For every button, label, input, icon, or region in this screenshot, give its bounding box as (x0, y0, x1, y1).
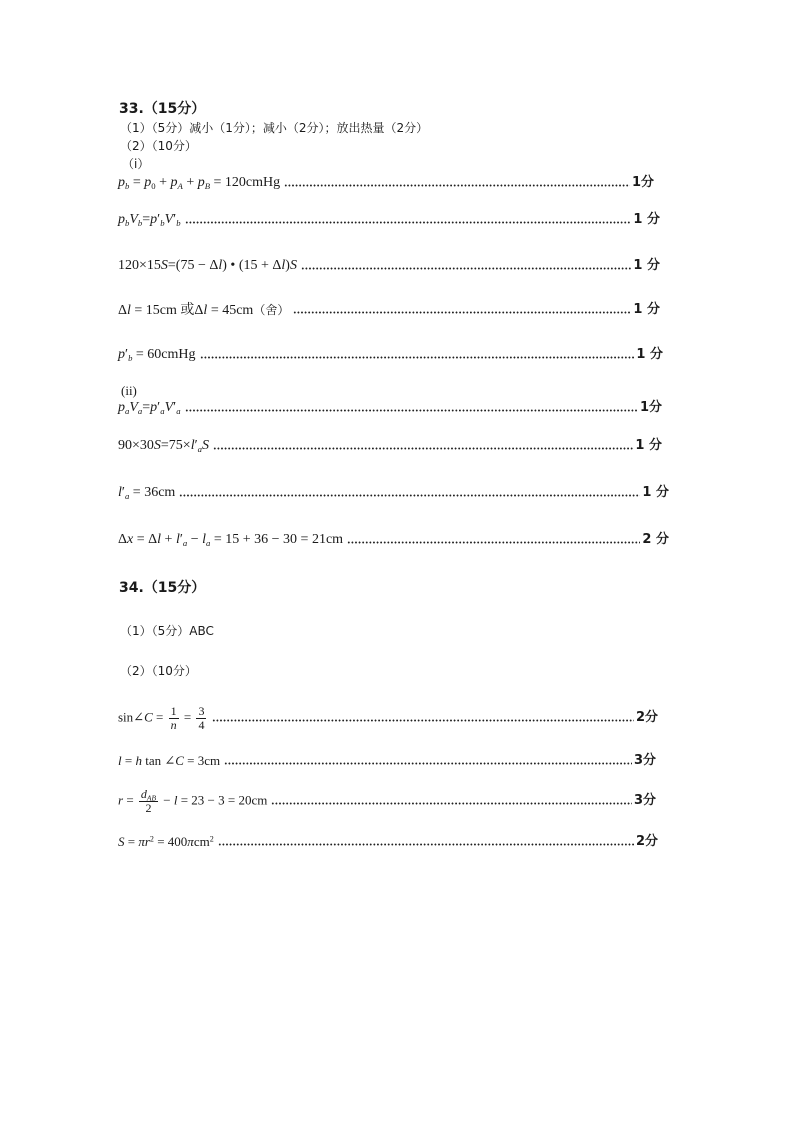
q33-step-6-formula: $p_aV_a=p'_aV'_a$ (118, 400, 181, 417)
q33-step-1-score: 1分 (631, 175, 654, 190)
q33-step-7-formula: $90\times 30S=75\times l'_aS$ (118, 438, 209, 455)
leader-dots (185, 409, 638, 412)
q33-step-3-score: 1 分 (633, 258, 660, 273)
q33-step-5-formula: $p'_b$ = 60cmHg (118, 347, 196, 364)
q33-step-4-or: 或 (180, 302, 195, 318)
q33-step-4-reject: （舍） (253, 302, 290, 317)
q33-step-5 (118, 344, 663, 366)
q33-step-3 (118, 255, 660, 277)
leader-dots (293, 311, 631, 314)
q34-heading: 34.（15分） (119, 580, 206, 596)
q33-step-4 (118, 299, 660, 321)
leader-dots (347, 541, 640, 544)
q34-step-4 (118, 831, 658, 853)
q33-step-9 (118, 529, 669, 551)
q34-step-4-score: 2分 (635, 834, 658, 849)
q33-step-4-formula: Δl = 15cm 或Δl = 45cm（舍） (118, 302, 290, 318)
q34-part1: （1）（5分）ABC (120, 624, 214, 638)
leader-dots (212, 719, 634, 722)
q34-step-4-formula: $S = \pi r^2 = 400\pi cm^2$ (118, 834, 214, 849)
q33-step-8-score: 1 分 (642, 485, 669, 500)
q33-step-8 (118, 482, 669, 504)
q34-step-3-formula: r = $\frac{d_{AB}}{2}$ − l = 23 − 3 = 20cm (118, 786, 268, 815)
q33-sub-ii: (ii) (121, 383, 137, 398)
q33-step-5-score: 1 分 (636, 347, 663, 362)
leader-dots (185, 221, 632, 224)
q34-step-2-score: 3分 (633, 753, 656, 768)
q34-step-3-score: 3分 (633, 793, 656, 808)
q33-step-6 (118, 397, 662, 419)
leader-dots (179, 494, 640, 497)
q34-step-1-score: 2分 (635, 710, 658, 725)
q34-step-3 (118, 784, 656, 818)
q33-step-9-score: 2 分 (642, 532, 669, 547)
q33-step-8-formula: $l'_a = 36cm$ (118, 485, 176, 502)
q33-part1: （1）（5分）减小（1分）；减小（2分）；放出热量（2分） (120, 121, 429, 135)
q33-sub-i: （i） (122, 157, 150, 171)
q33-step-4-score: 1 分 (633, 302, 660, 317)
q33-step-2-score: 1 分 (633, 212, 660, 227)
q33-step-7 (118, 435, 662, 457)
q34-step-1 (118, 701, 658, 735)
q34-step-2 (118, 750, 656, 772)
leader-dots (301, 267, 631, 270)
leader-dots (213, 447, 633, 450)
q33-step-1 (118, 172, 654, 194)
q34-step-1-formula: sin∠C = $\frac{1}{n}$ = $\frac{3}{4}$ (118, 703, 205, 732)
leader-dots (284, 184, 630, 187)
q33-step-1-formula: $p_b = p_0 + p_A + p_B$ = 120cmHg (118, 175, 281, 192)
q33-step-3-formula: 120×15S=(75 − Δl) • (15 + Δl)S (118, 258, 297, 273)
leader-dots (200, 356, 635, 359)
leader-dots (218, 843, 634, 846)
leader-dots (271, 802, 632, 805)
q34-step-2-formula: l = h tan ∠C = 3cm (118, 753, 221, 768)
q33-step-6-score: 1分 (639, 400, 662, 415)
q33-step-9-formula: $\Delta x = \Delta l + l'_a - l_a = 15 + 36 - 30 = 21cm$ (118, 532, 344, 549)
q33-heading: 33.（15分） (119, 101, 206, 117)
q33-step-7-score: 1 分 (635, 438, 662, 453)
q33-step-2 (118, 209, 660, 231)
q33-part2: （2）（10分） (120, 139, 197, 153)
leader-dots (224, 762, 632, 765)
q34-part2: （2）（10分） (120, 664, 197, 678)
q33-step-2-formula: $p_bV_b=p'_bV'_b$ (118, 212, 181, 229)
